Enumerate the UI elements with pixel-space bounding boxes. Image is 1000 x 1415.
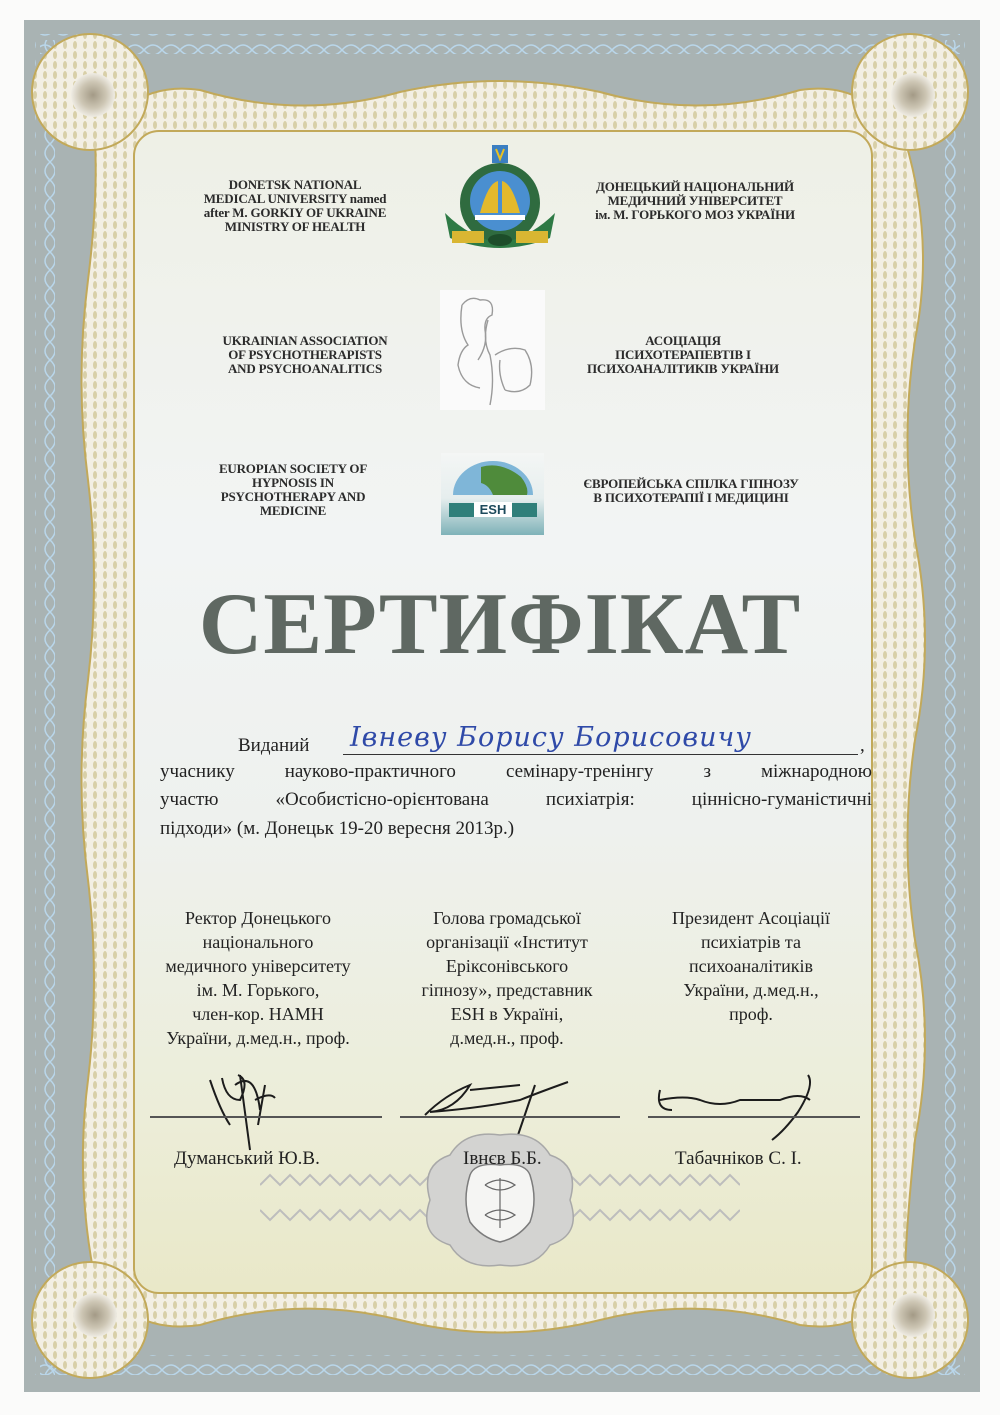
text-line: MINISTRY OF HEALTH bbox=[224, 219, 366, 234]
text-line: ДОНЕЦЬКИЙ НАЦІОНАЛЬНИЙ bbox=[596, 179, 794, 194]
comma: , bbox=[860, 735, 865, 756]
issued-label: Виданий bbox=[238, 735, 310, 756]
text-line: психіатрів та bbox=[701, 932, 801, 952]
text-line: України, д.мед.н., bbox=[683, 980, 819, 1000]
text-line: проф. bbox=[729, 1004, 773, 1024]
text-line: Еріксонівського bbox=[445, 956, 569, 976]
signature-line-1 bbox=[150, 1116, 382, 1118]
text-line: гіпнозу», представник bbox=[421, 980, 593, 1000]
text-line: Ректор Донецького bbox=[185, 908, 331, 928]
signatory-3-name: Табачніков С. І. bbox=[675, 1148, 802, 1169]
signature-line-2 bbox=[400, 1116, 620, 1118]
text-line: член-кор. НАМН bbox=[192, 1004, 324, 1024]
signature-2-icon bbox=[425, 1082, 568, 1135]
text-line: В ПСИХОТЕРАПІЇ І МЕДИЦИНІ bbox=[593, 490, 789, 505]
text-line: AND PSYCHOANALITICS bbox=[227, 361, 383, 376]
text-line: організації «Інститут bbox=[426, 932, 588, 952]
recipient-name-handwritten: Івневу Борису Борисовичу bbox=[350, 722, 752, 753]
text-line: HYPNOSIS IN bbox=[252, 475, 334, 490]
body-line-2: участю «Особистісно-орієнтована психіатрія: ціннісно-гуманістичні bbox=[160, 789, 872, 810]
text-line: Президент Асоціації bbox=[672, 908, 830, 928]
text-line: ESH в Україні, bbox=[450, 1004, 564, 1024]
text-line: психоаналітиків bbox=[688, 956, 814, 976]
signature-line-3 bbox=[648, 1116, 860, 1118]
text-line: MEDICINE bbox=[259, 503, 327, 518]
text-line: АСОЦІАЦІЯ bbox=[645, 333, 721, 348]
text-line: національного bbox=[202, 932, 314, 952]
text-line: PSYCHOTHERAPY AND bbox=[220, 489, 366, 504]
certificate-title: СЕРТИФІКАТ bbox=[198, 576, 802, 673]
text-line: ім. М. ГОРЬКОГО МОЗ УКРАЇНИ bbox=[595, 207, 795, 222]
signatory-1-name: Думанський Ю.В. bbox=[174, 1148, 320, 1169]
text-line: МЕДИЧНИЙ УНІВЕРСИТЕТ bbox=[607, 193, 783, 208]
text-line: України, д.мед.н., проф. bbox=[166, 1028, 350, 1048]
text-line: ЄВРОПЕЙСЬКА СПІЛКА ГІПНОЗУ bbox=[583, 476, 799, 491]
text-line: EUROPIAN SOCIETY OF bbox=[218, 461, 368, 476]
body-line-1: учаснику науково-практичного семінару-тренінгу з міжнародною bbox=[160, 761, 872, 782]
text-line: after M. GORKIY OF UKRAINE bbox=[203, 205, 387, 220]
text-line: ім. М. Горького, bbox=[196, 980, 320, 1000]
text-line: д.мед.н., проф. bbox=[450, 1028, 564, 1048]
text-line: ПСИХОАНАЛІТИКІВ УКРАЇНИ bbox=[587, 361, 779, 376]
signatory-2-name: Івнєв Б.Б. bbox=[463, 1148, 542, 1169]
text-line: медичного університету bbox=[165, 956, 351, 976]
text-line: MEDICAL UNIVERSITY named bbox=[203, 191, 387, 206]
text-line: UKRAINIAN ASSOCIATION bbox=[222, 333, 388, 348]
text-line: OF PSYCHOTHERAPISTS bbox=[228, 347, 382, 362]
body-line-3: підходи» (м. Донецьк 19-20 вересня 2013р.) bbox=[160, 818, 515, 839]
text-line: Голова громадської bbox=[433, 908, 581, 928]
text-line: ПСИХОТЕРАПЕВТІВ І bbox=[615, 347, 751, 362]
text-line: DONETSK NATIONAL bbox=[228, 177, 362, 192]
esh-logo-text: ESH bbox=[474, 502, 512, 517]
